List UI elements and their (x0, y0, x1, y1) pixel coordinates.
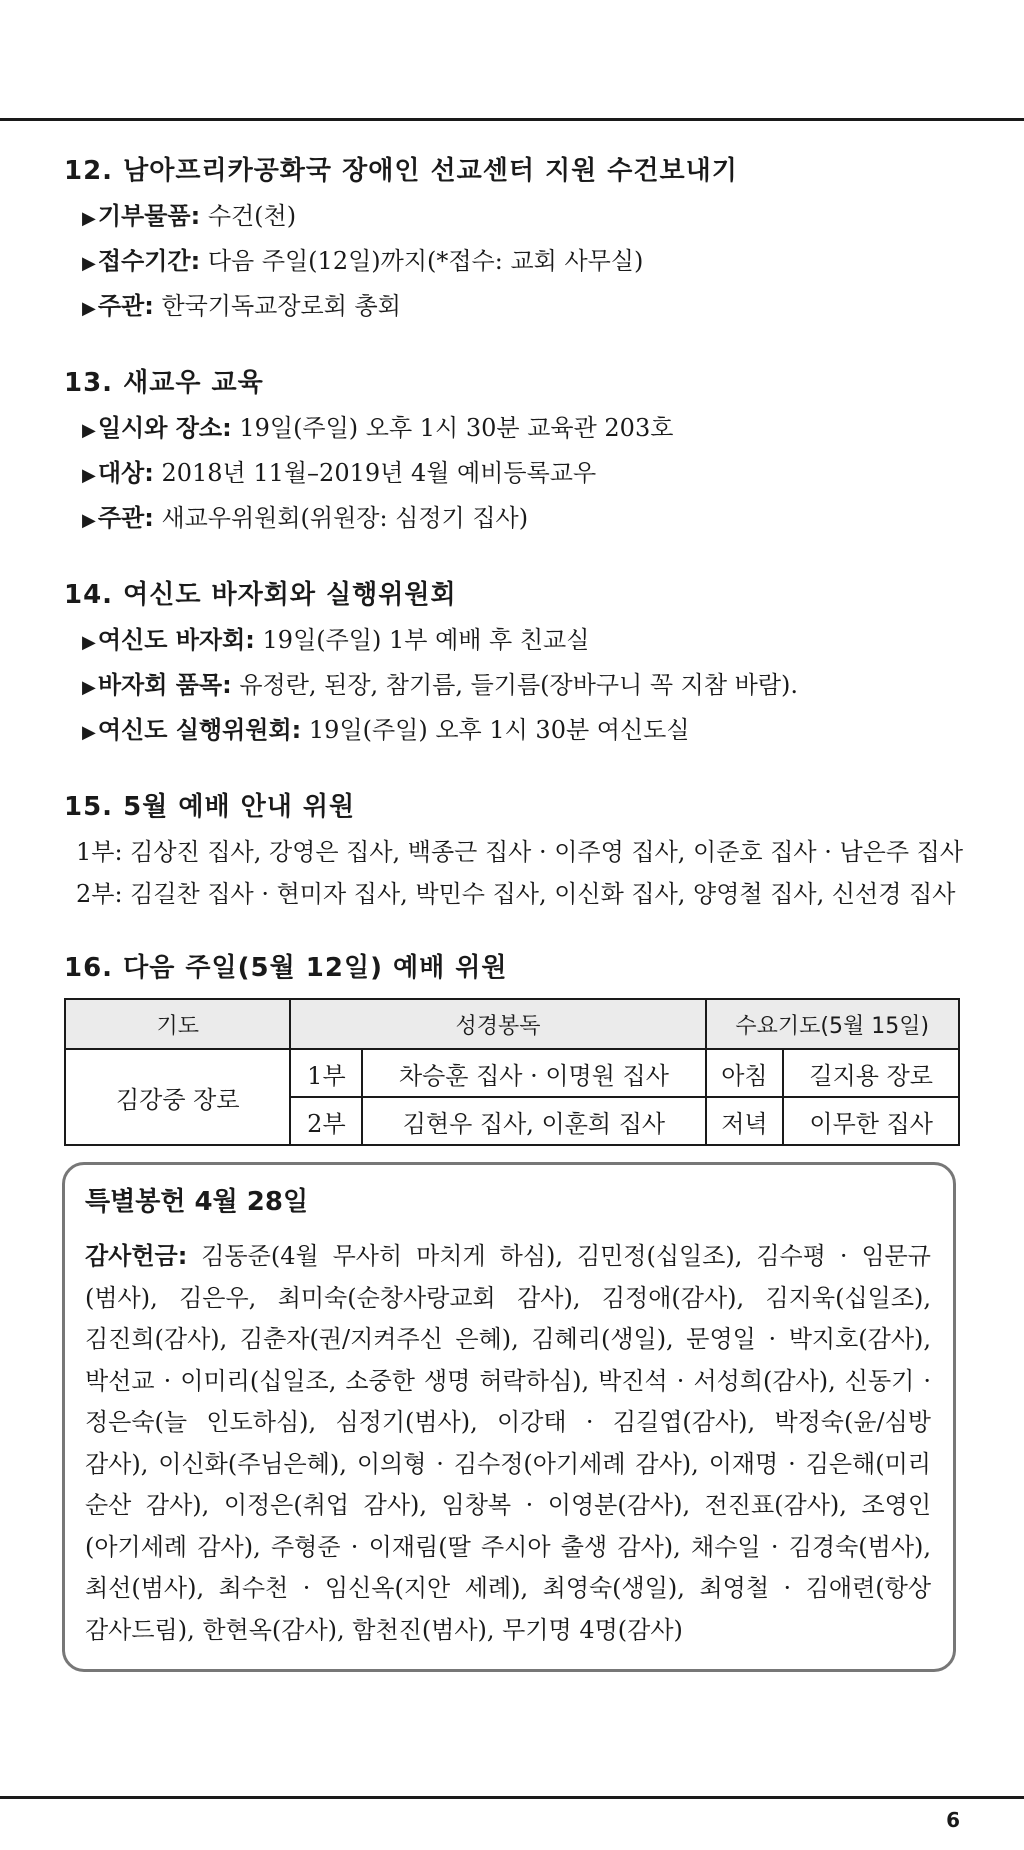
bullet-arrow-icon: ▶ (82, 510, 96, 531)
service-label: 2부 (290, 1097, 362, 1145)
usher-line-1: 1부: 김상진 집사, 강영은 집사, 백종근 집사 · 이주영 집사, 이준호 집사 · 남은주 집사 (76, 838, 964, 866)
top-rule (0, 118, 1024, 121)
section-title: 15. 5월 예배 안내 위원 (64, 792, 356, 822)
offering-list (85, 1236, 931, 1651)
list-item: ▶접수기간: 다음 주일(12일)까지(*접수: 교회 사무실) (82, 247, 644, 275)
worship-committee-table (64, 998, 960, 1146)
bottom-rule (0, 1796, 1024, 1799)
readers: 차승훈 집사 · 이명원 집사 (362, 1049, 705, 1097)
bullet-arrow-icon: ▶ (82, 208, 96, 229)
readers: 김현우 집사, 이훈희 집사 (362, 1097, 705, 1145)
offering-title: 특별봉헌 4월 28일 (85, 1187, 309, 1217)
header-reading: 성경봉독 (290, 999, 705, 1049)
list-item: ▶여신도 바자회: 19일(주일) 1부 예배 후 친교실 (82, 626, 590, 654)
section-title: 12. 남아프리카공화국 장애인 선교센터 지원 수건보내기 (64, 156, 738, 186)
section-title: 14. 여신도 바자회와 실행위원회 (64, 580, 457, 610)
service-label: 1부 (290, 1049, 362, 1097)
offering-names: 김동준(4월 무사히 마치게 하심), 김민정(십일조), 김수평 · 임문규(범사), 김은우, 최미숙(순창사랑교회 감사), 김정애(감사), 김지욱(십일조), 김진희(감사), 김춘자(권/지켜주신 은혜), 김혜리(생일), 문영일 · 박지호(감사), 박선교 · 이미리(십일조, 소중한 생명 허락하심), 박진석 · 서성희(감사), 신동기 · 정은숙(늘 인도하심), 심정기(범사), 이강태 · 김길엽(감사), 박정숙(윤/심방 감사), 이신화(주님은혜), 이의형 · 김수정(아기세례 감사), 이재명 · 김은해(미리 순산 감사), 이정은(취업 감사), 임창복 · 이영분(감사), 전진표(감사), 조영인(아기세례 감사), 주형준 · 이재림(딸 주시아 출생 감사), 채수일 · 김경숙(범사), 최선(범사), 최수천 · 임신옥(지안 세례), 최영숙(생일), 최영철 · 김애련(항상 감사드림), 한현옥(감사), 함천진(범사), 무기명 4명(감사) (85, 1242, 931, 1644)
list-item: ▶주관: 한국기독교장로회 총회 (82, 292, 401, 320)
list-item: ▶일시와 장소: 19일(주일) 오후 1시 30분 교육관 203호 (82, 414, 674, 442)
section-16 (64, 947, 964, 1146)
bullet-arrow-icon: ▶ (82, 722, 96, 743)
announcements (64, 150, 964, 1178)
prayer-person: 김강중 장로 (65, 1049, 290, 1145)
usher-line-2: 2부: 김길찬 집사 · 현미자 집사, 박민수 집사, 이신화 집사, 양영철 집사, 신선경 집사 (76, 880, 956, 908)
page-number: 6 (946, 1808, 960, 1832)
bullet-arrow-icon: ▶ (82, 420, 96, 441)
list-item: ▶대상: 2018년 11월–2019년 4월 예비등록교우 (82, 459, 597, 487)
list-item: ▶여신도 실행위원회: 19일(주일) 오후 1시 30분 여신도실 (82, 716, 690, 744)
section-14 (64, 574, 964, 754)
bullet-arrow-icon: ▶ (82, 677, 96, 698)
list-item: ▶바자회 품목: 유정란, 된장, 참기름, 들기름(장바구니 꼭 지참 바람). (82, 671, 799, 699)
special-offering-box (62, 1162, 956, 1672)
section-15 (64, 786, 964, 915)
header-wed-prayer: 수요기도(5월 15일) (706, 999, 959, 1049)
section-13 (64, 362, 964, 542)
bullet-arrow-icon: ▶ (82, 298, 96, 319)
list-item: ▶주관: 새교우위원회(위원장: 심정기 집사) (82, 504, 529, 532)
section-12 (64, 150, 964, 330)
list-item: ▶기부물품: 수건(천) (82, 202, 297, 230)
wed-person: 길지용 장로 (783, 1049, 959, 1097)
time-label: 저녁 (706, 1097, 784, 1145)
header-prayer: 기도 (65, 999, 290, 1049)
wed-person: 이무한 집사 (783, 1097, 959, 1145)
offering-label: 감사헌금: (85, 1242, 188, 1270)
table-row (65, 1049, 959, 1097)
section-title: 13. 새교우 교육 (64, 368, 264, 398)
bullet-arrow-icon: ▶ (82, 632, 96, 653)
bullet-arrow-icon: ▶ (82, 465, 96, 486)
bullet-arrow-icon: ▶ (82, 253, 96, 274)
section-title: 16. 다음 주일(5월 12일) 예배 위원 (64, 953, 508, 983)
time-label: 아침 (706, 1049, 784, 1097)
